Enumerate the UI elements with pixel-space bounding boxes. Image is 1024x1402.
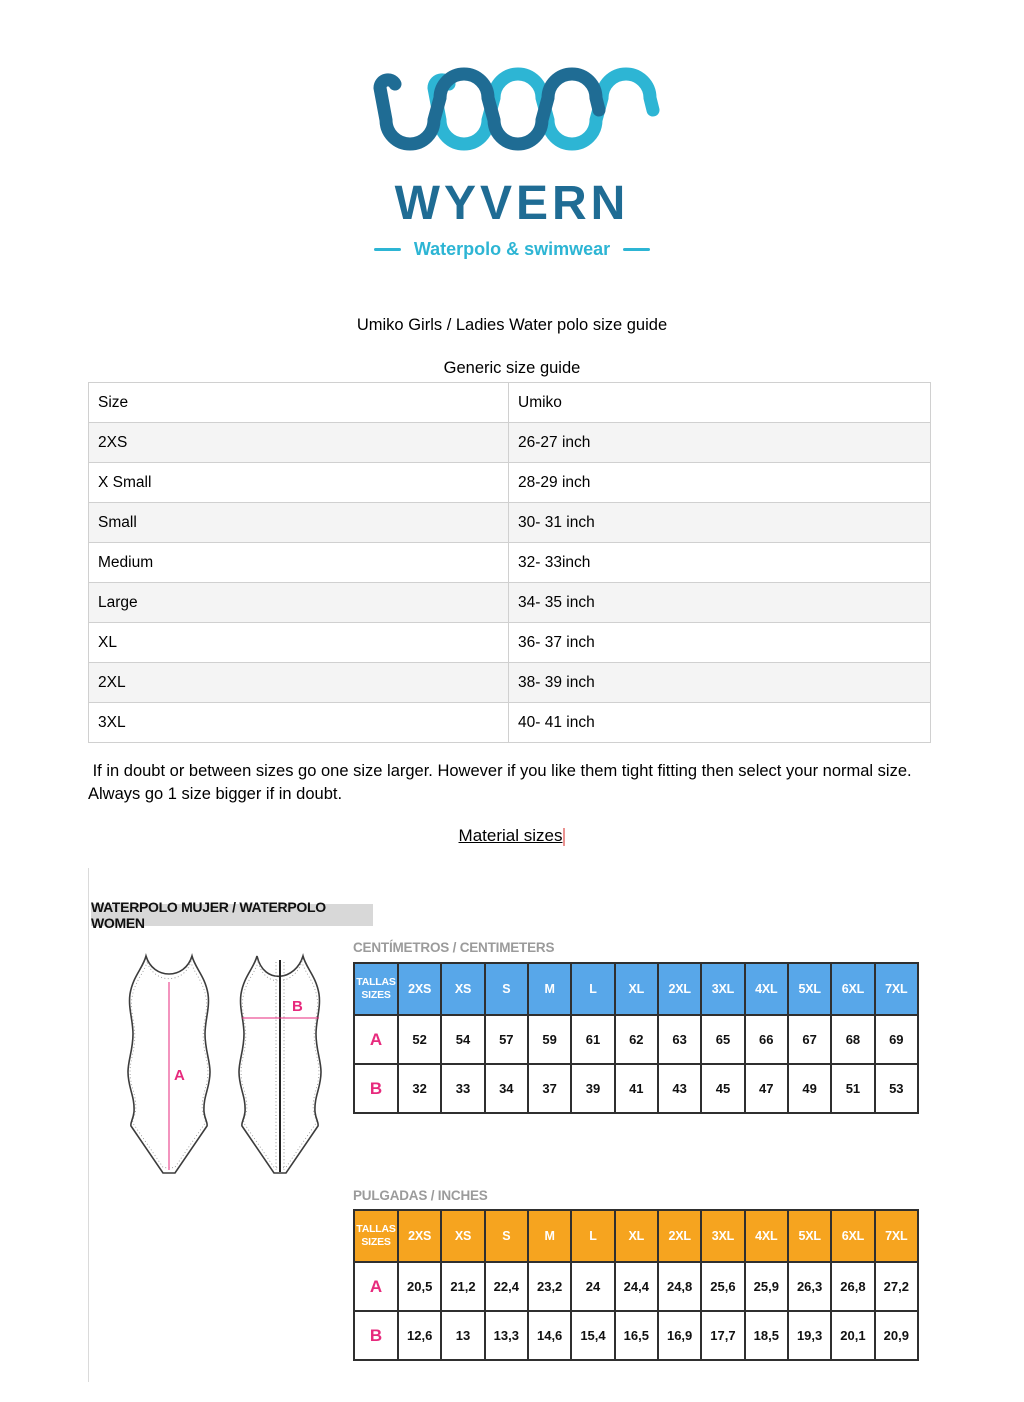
size-column-header: S [485, 963, 528, 1015]
waterpolo-women-banner: WATERPOLO MUJER / WATERPOLO WOMEN [91, 904, 373, 926]
measure-value-cell: 66 [745, 1015, 788, 1064]
measure-value-cell: 47 [745, 1064, 788, 1113]
tagline-dash-left [374, 248, 401, 251]
measure-value-cell: 23,2 [528, 1262, 571, 1311]
size-column-header: 7XL [875, 1210, 918, 1262]
sizing-note: If in doubt or between sizes go one size larger. However if you like them tight fitting then select your normal size. Always go 1 size bigger if in doubt. [88, 762, 916, 803]
measure-value-cell: 59 [528, 1015, 571, 1064]
size-column-header: 2XS [398, 963, 441, 1015]
size-column-header: M [528, 963, 571, 1015]
measure-row-label: B [354, 1311, 398, 1360]
measure-value-cell: 13 [441, 1311, 484, 1360]
measure-value-cell: 15,4 [571, 1311, 614, 1360]
measure-value-cell: 26,3 [788, 1262, 831, 1311]
measure-row-label: B [354, 1064, 398, 1113]
measure-row-a [354, 1262, 918, 1311]
generic-table-row [89, 623, 931, 663]
swimsuit-front-diagram [119, 952, 219, 1190]
measure-value-cell: 33 [441, 1064, 484, 1113]
wave-logo-icon [351, 64, 673, 176]
in-table-body [354, 1210, 918, 1360]
size-column-header: L [571, 963, 614, 1015]
measure-value-cell: 27,2 [875, 1262, 918, 1311]
measure-row-label: A [354, 1015, 398, 1064]
text-caret [563, 828, 565, 846]
measure-value-cell: 43 [658, 1064, 701, 1113]
measure-value-cell: 37 [528, 1064, 571, 1113]
generic-table-row [89, 423, 931, 463]
measure-row-b [354, 1311, 918, 1360]
brand-name: WYVERN [394, 177, 630, 230]
measure-value-cell: 16,9 [658, 1311, 701, 1360]
measure-row-b [354, 1064, 918, 1113]
size-column-header: XS [441, 1210, 484, 1262]
measure-value-cell: 22,4 [485, 1262, 528, 1311]
tagline-text: Waterpolo & swimwear [413, 239, 611, 259]
measure-value-cell: 32 [398, 1064, 441, 1113]
measure-value-cell: 20,9 [875, 1311, 918, 1360]
generic-table-cell: 26-27 inch [509, 423, 931, 463]
measure-value-cell: 13,3 [485, 1311, 528, 1360]
size-column-header: XL [615, 1210, 658, 1262]
measure-value-cell: 49 [788, 1064, 831, 1113]
generic-table-cell: 40- 41 inch [509, 703, 931, 743]
measure-value-cell: 57 [485, 1015, 528, 1064]
generic-size-guide-heading: Generic size guide [443, 359, 581, 377]
size-column-header: 2XL [658, 963, 701, 1015]
size-column-header: 3XL [701, 1210, 744, 1262]
generic-header-size: Size [89, 383, 509, 423]
generic-table-cell: Large [89, 583, 509, 623]
generic-table-cell: 34- 35 inch [509, 583, 931, 623]
measure-value-cell: 20,1 [831, 1311, 874, 1360]
material-sizes-section [88, 868, 938, 1382]
size-column-header: 4XL [745, 1210, 788, 1262]
measure-value-cell: 67 [788, 1015, 831, 1064]
size-column-header: 2XS [398, 1210, 441, 1262]
tagline-dash-right [623, 248, 650, 251]
size-column-header: XS [441, 963, 484, 1015]
generic-table-cell: 2XL [89, 663, 509, 703]
generic-table-cell: X Small [89, 463, 509, 503]
measure-value-cell: 21,2 [441, 1262, 484, 1311]
measure-value-cell: 51 [831, 1064, 874, 1113]
swimsuit-back-diagram [230, 952, 330, 1190]
size-column-header: 5XL [788, 963, 831, 1015]
generic-table-cell: 3XL [89, 703, 509, 743]
measure-value-cell: 39 [571, 1064, 614, 1113]
measure-value-cell: 65 [701, 1015, 744, 1064]
centimeters-label: CENTÍMETROS / CENTIMETERS [353, 940, 555, 955]
measure-b-label: B [292, 998, 303, 1015]
brand-tagline [0, 239, 1024, 260]
size-column-header: 3XL [701, 963, 744, 1015]
size-column-header: XL [615, 963, 658, 1015]
size-column-header: 2XL [658, 1210, 701, 1262]
measure-value-cell: 18,5 [745, 1311, 788, 1360]
size-column-header: 6XL [831, 1210, 874, 1262]
size-column-header: 6XL [831, 963, 874, 1015]
generic-size-table [88, 382, 931, 743]
measure-row-label: A [354, 1262, 398, 1311]
generic-table-row [89, 583, 931, 623]
tallas-sizes-header: TALLAS SIZES [354, 963, 398, 1015]
measure-value-cell: 16,5 [615, 1311, 658, 1360]
size-column-header: 5XL [788, 1210, 831, 1262]
measure-value-cell: 19,3 [788, 1311, 831, 1360]
measure-value-cell: 24 [571, 1262, 614, 1311]
generic-table-cell: 32- 33inch [509, 543, 931, 583]
measure-value-cell: 25,6 [701, 1262, 744, 1311]
generic-table-cell: 30- 31 inch [509, 503, 931, 543]
size-header-row [354, 963, 918, 1015]
generic-table-cell: XL [89, 623, 509, 663]
measure-value-cell: 63 [658, 1015, 701, 1064]
size-column-header: 4XL [745, 963, 788, 1015]
brand-logo [0, 64, 1024, 260]
generic-table-row [89, 663, 931, 703]
size-header-row [354, 1210, 918, 1262]
measure-value-cell: 69 [875, 1015, 918, 1064]
material-sizes-heading [0, 826, 1024, 846]
size-column-header: 7XL [875, 963, 918, 1015]
measure-row-a [354, 1015, 918, 1064]
measure-value-cell: 25,9 [745, 1262, 788, 1311]
measure-value-cell: 17,7 [701, 1311, 744, 1360]
material-sizes-text: Material sizes [458, 826, 563, 845]
measure-value-cell: 61 [571, 1015, 614, 1064]
inches-table [353, 1209, 919, 1361]
generic-table-cell: 38- 39 inch [509, 663, 931, 703]
measure-value-cell: 54 [441, 1015, 484, 1064]
measure-value-cell: 52 [398, 1015, 441, 1064]
measure-value-cell: 53 [875, 1064, 918, 1113]
size-column-header: L [571, 1210, 614, 1262]
size-column-header: S [485, 1210, 528, 1262]
measure-value-cell: 24,4 [615, 1262, 658, 1311]
measure-value-cell: 41 [615, 1064, 658, 1113]
centimeters-table [353, 962, 919, 1114]
size-column-header: M [528, 1210, 571, 1262]
generic-table-row [89, 463, 931, 503]
generic-header-umiko: Umiko [509, 383, 931, 423]
generic-table-header-row [89, 383, 931, 423]
measure-value-cell: 45 [701, 1064, 744, 1113]
measure-value-cell: 34 [485, 1064, 528, 1113]
generic-table-row [89, 703, 931, 743]
generic-table-cell: 28-29 inch [509, 463, 931, 503]
cm-table-body [354, 963, 918, 1113]
measure-a-label: A [174, 1067, 185, 1084]
generic-table-cell: Medium [89, 543, 509, 583]
generic-table-cell: 2XS [89, 423, 509, 463]
measure-value-cell: 14,6 [528, 1311, 571, 1360]
page-title: Umiko Girls / Ladies Water polo size guide [356, 316, 668, 334]
measure-value-cell: 26,8 [831, 1262, 874, 1311]
generic-table-cell: Small [89, 503, 509, 543]
measure-value-cell: 12,6 [398, 1311, 441, 1360]
generic-table-cell: 36- 37 inch [509, 623, 931, 663]
measure-value-cell: 62 [615, 1015, 658, 1064]
generic-table-row [89, 503, 931, 543]
tallas-sizes-header: TALLAS SIZES [354, 1210, 398, 1262]
measure-value-cell: 20,5 [398, 1262, 441, 1311]
generic-table-body [89, 383, 931, 743]
measure-value-cell: 24,8 [658, 1262, 701, 1311]
inches-label: PULGADAS / INCHES [353, 1188, 488, 1203]
generic-table-row [89, 543, 931, 583]
measure-value-cell: 68 [831, 1015, 874, 1064]
